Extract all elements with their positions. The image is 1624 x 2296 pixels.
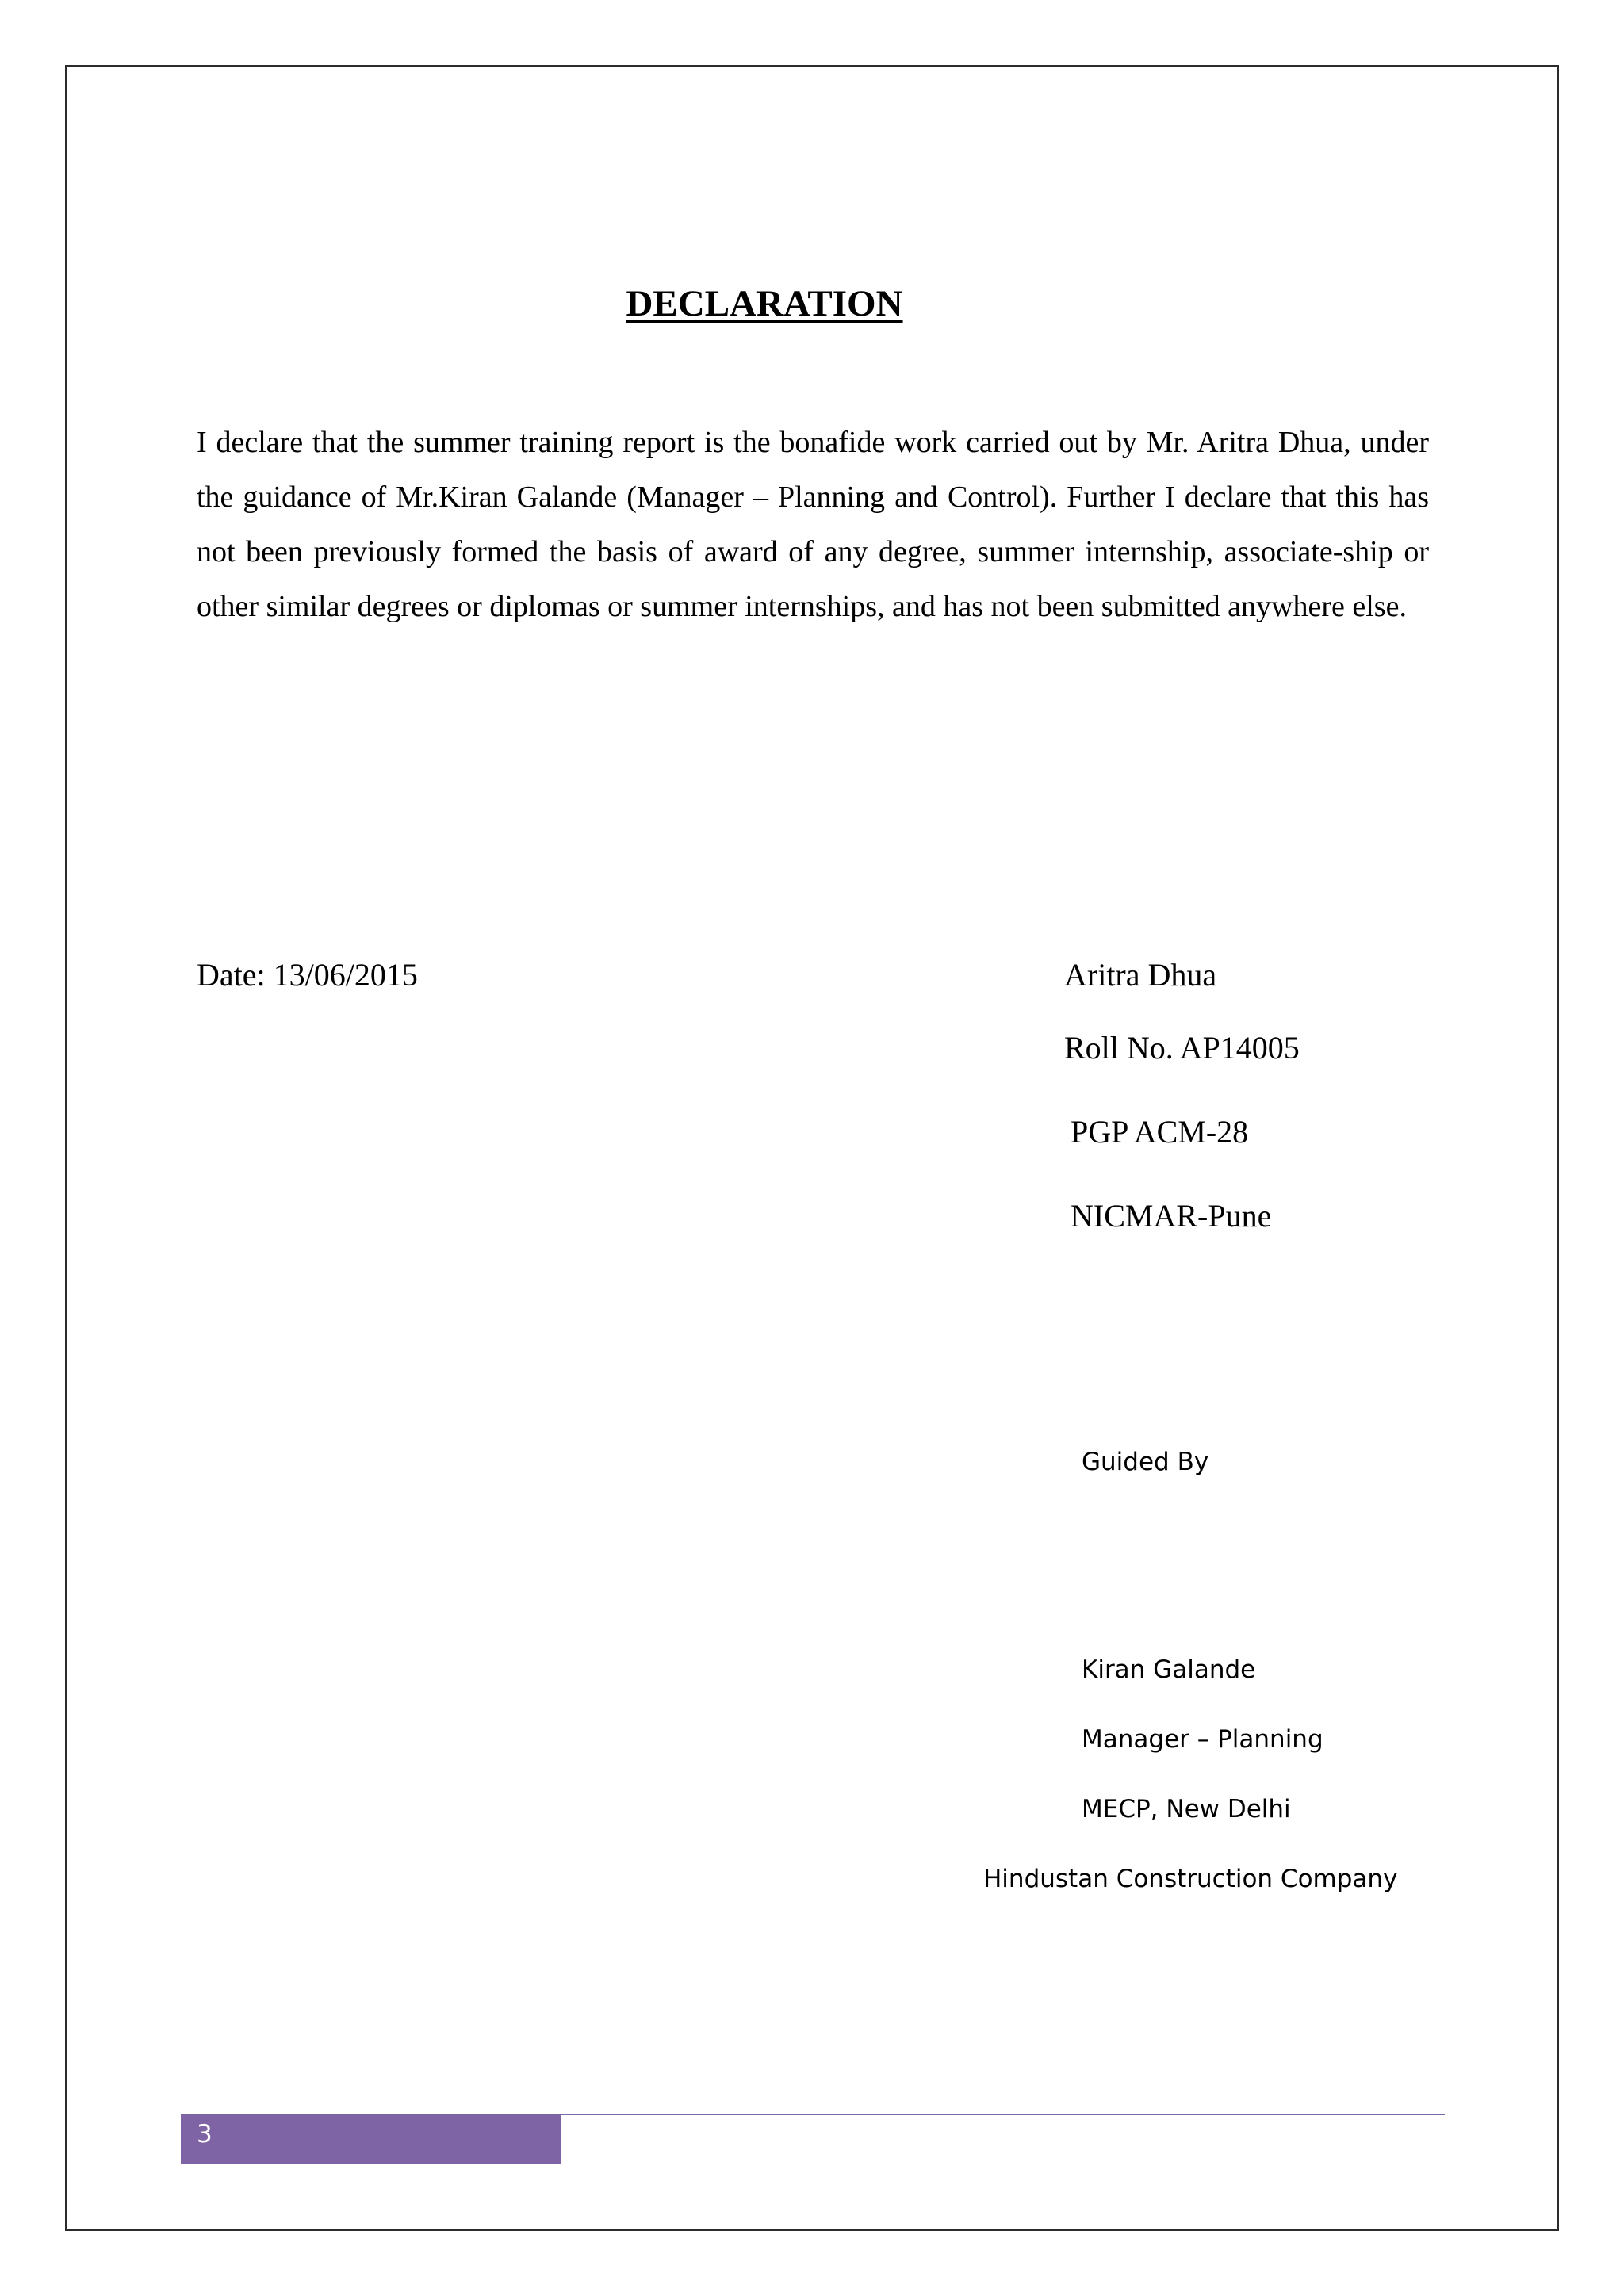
institute-name: NICMAR-Pune: [1071, 1198, 1272, 1234]
roll-number: Roll No. AP14005: [1064, 1030, 1300, 1066]
guide-company: Hindustan Construction Company: [983, 1865, 1398, 1893]
declaration-date: Date: 13/06/2015: [197, 957, 418, 993]
guide-designation: Manager – Planning: [1082, 1725, 1323, 1754]
footer-page-badge: [181, 2114, 561, 2164]
page-border: [65, 65, 1559, 2231]
program-name: PGP ACM-28: [1071, 1114, 1249, 1150]
student-name: Aritra Dhua: [1064, 957, 1217, 993]
page-title: DECLARATION: [626, 283, 903, 324]
guide-location: MECP, New Delhi: [1082, 1795, 1291, 1823]
guide-name: Kiran Galande: [1082, 1655, 1256, 1684]
guided-by-label: Guided By: [1082, 1448, 1209, 1476]
declaration-paragraph: I declare that the summer training report is the bonafide work carried out by Mr. Aritra Dhua, under the guidance of Mr.Kiran Galande (Manager – Planning and Control). Further I declare that this has not been previously formed the basis of award of any degree, summer internship, associate-ship or other similar degrees or diplomas or summer internships, and has not been submitted anywhere else.: [197, 426, 1429, 623]
page-number: 3: [197, 2120, 213, 2149]
